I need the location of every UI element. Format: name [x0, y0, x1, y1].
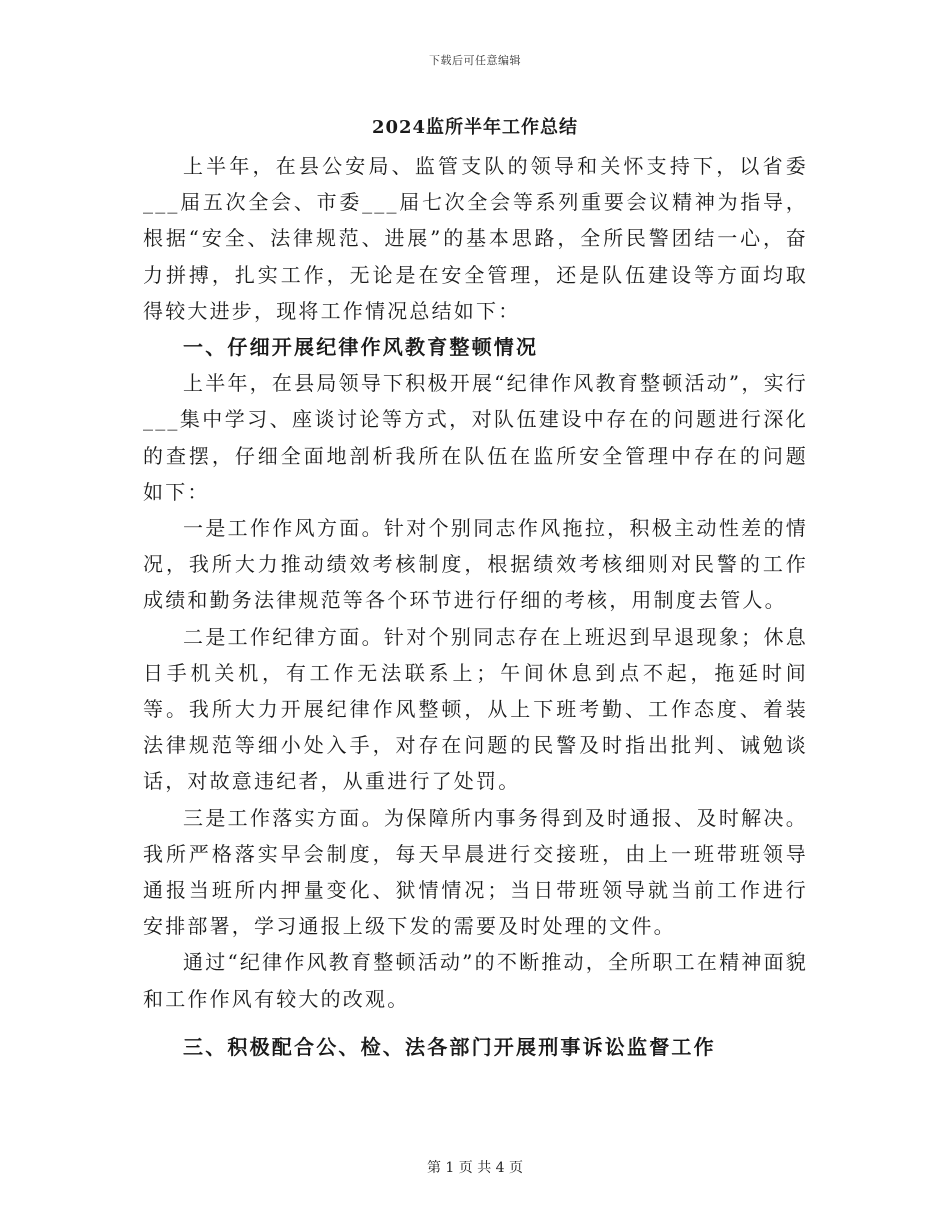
intro-paragraph: 上半年，在县公安局、监管支队的领导和关怀支持下，以省委___届五次全会、市委___届七次全会等系列重要会议精神为指导，根据“安全、法律规范、进展”的基本思路，全所民警团结一心，奋力拼搏，扎实工作，无论是在安全管理，还是队伍建设等方面均取得较大进步，现将工作情况总结如下：	[143, 154, 808, 323]
document-title: 2024监所半年工作总结	[371, 117, 579, 138]
conclusion-paragraph: 通过“纪律作风教育整顿活动”的不断推动，全所职工在精神面貌和工作作风有较大的改观。	[143, 950, 808, 1011]
section-1-paragraph: 上半年，在县局领导下积极开展“纪律作风教育整顿活动”，实行___集中学习、座谈讨论等方式，对队伍建设中存在的问题进行深化的查摆，仔细全面地剖析我所在队伍在监所安全管理中存在的问题如下：	[143, 371, 808, 504]
work-discipline-paragraph: 二是工作纪律方面。针对个别同志存在上班迟到早退现象；休息日手机关机，有工作无法联系上；午间休息到点不起，拖延时间等。我所大力开展纪律作风整顿，从上下班考勤、工作态度、着装法律规范等细小处入手，对存在问题的民警及时指出批判、诫勉谈话，对故意违纪者，从重进行了处罚。	[143, 624, 808, 794]
document-body	[143, 148, 808, 1065]
section-heading-3: 三、积极配合公、检、法各部门开展刑事诉讼监督工作	[183, 1034, 716, 1059]
page-number: 第 1 页 共 4 页	[426, 1160, 524, 1176]
header-note: 下载后可任意编辑	[429, 54, 521, 67]
section-heading-1: 一、仔细开展纪律作风教育整顿情况	[183, 335, 539, 360]
work-style-paragraph: 一是工作作风方面。针对个别同志作风拖拉，积极主动性差的情况，我所大力推动绩效考核制度，根据绩效考核细则对民警的工作成绩和勤务法律规范等各个环节进行仔细的考核，用制度去管人。	[143, 516, 808, 613]
work-implementation-paragraph: 三是工作落实方面。为保障所内事务得到及时通报、及时解决。我所严格落实早会制度，每天早晨进行交接班，由上一班带班领导通报当班所内押量变化、狱情情况；当日带班领导就当前工作进行安排部署，学习通报上级下发的需要及时处理的文件。	[143, 805, 808, 939]
